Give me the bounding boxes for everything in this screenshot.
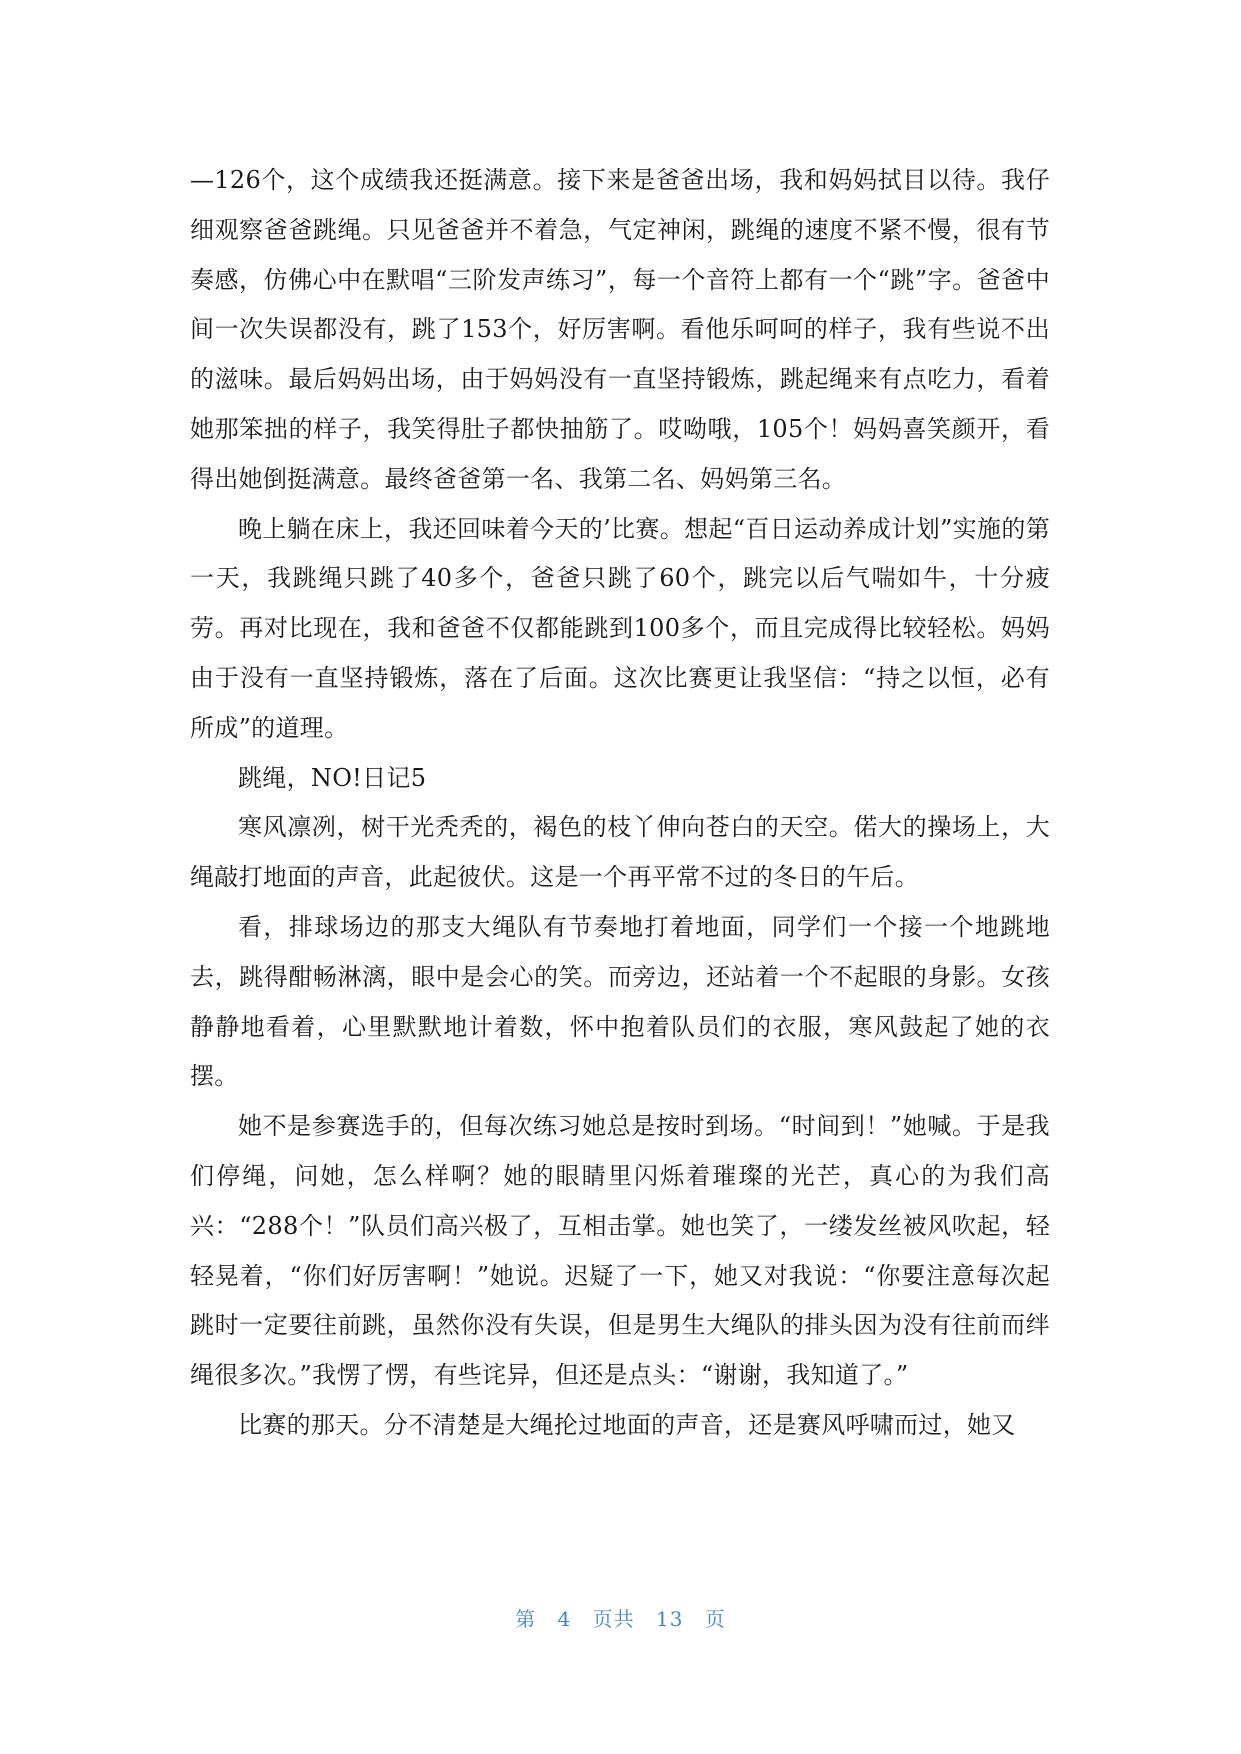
section-heading: 跳绳，NO!日记5 — [238, 763, 427, 792]
current-page-number: 4 — [557, 1607, 572, 1631]
page-footer — [0, 1603, 1241, 1632]
paragraph: 她不是参赛选手的，但每次练习她总是按时到场。“时间到！”她喊。于是我们停绳，问她，怎么样啊？她的眼睛里闪烁着璀璨的光芒，真心的为我们高兴：“288个！”队员们高兴极了，互相击掌。她也笑了，一缕发丝被风吹起，轻轻晃着，“你们好厉害啊！”她说。迟疑了一下，她又对我说：“你要注意每次起跳时一定要往前跳，虽然你没有失误，但是男生大绳队的排头因为没有往前而绊绳很多次。”我愣了愣，有些诧异，但还是点头：“谢谢，我知道了。” — [190, 1112, 1050, 1390]
paragraph: 看，排球场边的那支大绳队有节奏地打着地面，同学们一个接一个地跳地去，跳得酣畅淋漓，眼中是会心的笑。而旁边，还站着一个不起眼的身影。女孩静静地看着，心里默默地计着数，怀中抱着队员们的衣服，寒风鼓起了她的衣摆。 — [190, 912, 1050, 1091]
total-page-count: 13 — [656, 1607, 684, 1631]
paragraph: 寒风凛冽，树干光秃秃的，褐色的枝丫伸向苍白的天空。偌大的操场上，大绳敲打地面的声音，此起彼伏。这是一个再平常不过的冬日的午后。 — [190, 813, 1050, 892]
paragraph: —126个，这个成绩我还挺满意。接下来是爸爸出场，我和妈妈拭目以待。我仔细观察爸爸跳绳。只见爸爸并不着急，气定神闲，跳绳的速度不紧不慢，很有节奏感，仿佛心中在默唱“三阶发声练习”，每一个音符上都有一个“跳”字。爸爸中间一次失误都没有，跳了153个，好厉害啊。看他乐呵呵的样子，我有些说不出的滋味。最后妈妈出场，由于妈妈没有一直坚持锻炼，跳起绳来有点吃力，看着她那笨拙的样子，我笑得肚子都快抽筋了。哎呦哦，105个！妈妈喜笑颜开，看得出她倒挺满意。最终爸爸第一名、我第二名、妈妈第三名。 — [190, 166, 1050, 493]
footer-prefix: 第 — [515, 1607, 537, 1631]
footer-suffix: 页 — [704, 1607, 726, 1631]
footer-middle: 页共 — [592, 1607, 635, 1631]
paragraph: 比赛的那天。分不清楚是大绳抡过地面的声音，还是赛风呼啸而过，她又 — [238, 1410, 1016, 1439]
paragraph: 晚上躺在床上，我还回味着今天的’比赛。想起“百日运动养成计划”实施的第一天，我跳绳只跳了40多个，爸爸只跳了60个，跳完以后气喘如牛，十分疲劳。再对比现在，我和爸爸不仅都能跳到100多个，而且完成得比较轻松。妈妈由于没有一直坚持锻炼，落在了后面。这次比赛更让我坚信：“持之以恒，必有所成”的道理。 — [190, 514, 1050, 742]
document-body — [190, 156, 1050, 1451]
